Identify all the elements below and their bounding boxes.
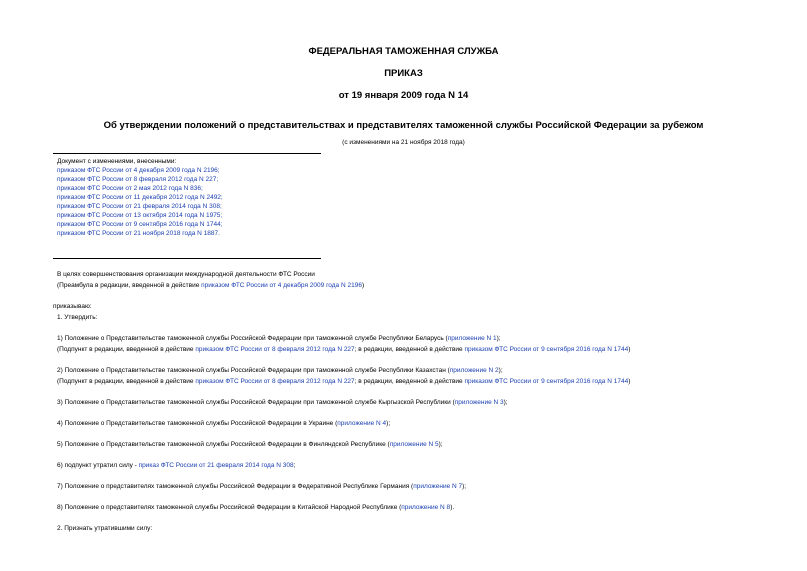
agency-heading: ФЕДЕРАЛЬНАЯ ТАМОЖЕННАЯ СЛУЖБА bbox=[308, 46, 499, 57]
change-link-2[interactable]: приказом ФТС России от 8 февраля 2012 года N 227; bbox=[57, 176, 219, 183]
item-8: 8) Положение о представителях таможенной службы Российской Федерации в Китайской Народной Республике (приложение N 8). bbox=[57, 504, 455, 511]
item-1-note-link-1[interactable]: приказом ФТС России от 8 февраля 2012 года N 227 bbox=[195, 346, 355, 353]
doc-type-heading: ПРИКАЗ bbox=[384, 68, 423, 79]
doc-date-heading: от 19 января 2009 года N 14 bbox=[338, 90, 469, 101]
preamble-note-link[interactable]: приказом ФТС России от 4 декабря 2009 года N 2196 bbox=[201, 282, 362, 289]
paragraph-1: 1. Утвердить: bbox=[57, 314, 98, 321]
item-3: 3) Положение о Представительстве таможенной службы Российской Федерации при таможенной службе Кыргызской Республики (приложение N 3); bbox=[57, 399, 508, 406]
item-2-link[interactable]: приложение N 2 bbox=[449, 367, 499, 374]
preamble-note: (Преамбула в редакции, введенной в действие приказом ФТС России от 4 декабря 2009 года N 2196) bbox=[57, 282, 365, 289]
item-3-link[interactable]: приложение N 3 bbox=[454, 399, 504, 406]
order-word: приказываю: bbox=[53, 303, 92, 310]
change-link-1[interactable]: приказом ФТС России от 4 декабря 2009 года N 2196; bbox=[57, 167, 220, 174]
item-1-note-link-2[interactable]: приказом ФТС России от 9 сентября 2016 года N 1744 bbox=[464, 346, 629, 353]
item-2-note-link-1[interactable]: приказом ФТС России от 8 февраля 2012 года N 227 bbox=[195, 378, 355, 385]
item-5: 5) Положение о Представительстве таможенной службы Российской Федерации в Финляндской Республике (приложение N 5); bbox=[57, 441, 443, 448]
document-title: Об утверждении положений о представительствах и представителях таможенной службы Российской Федерации за рубежом bbox=[103, 120, 704, 131]
change-link-7[interactable]: приказом ФТС России от 9 сентября 2016 года N 1744; bbox=[57, 221, 223, 228]
item-1-link[interactable]: приложение N 1 bbox=[447, 335, 497, 342]
change-link-3[interactable]: приказом ФТС России от 2 мая 2012 года N 836; bbox=[57, 185, 203, 192]
item-4-link[interactable]: приложение N 4 bbox=[337, 420, 387, 427]
item-2-note: (Подпункт в редакции, введенной в действие приказом ФТС России от 8 февраля 2012 года N 227; в редакции, введенной в действие приказом ФТС России от 9 сентября 2016 года N 1744) bbox=[57, 378, 631, 385]
item-2: 2) Положение о Представительстве таможенной службы Российской Федерации при таможенной службе Республики Казахстан (приложение N 2); bbox=[57, 367, 503, 374]
preamble-text: В целях совершенствования организации международной деятельности ФТС России bbox=[57, 271, 315, 278]
item-7: 7) Положение о представителях таможенной службы Российской Федерации в Федеративной Республике Германия (приложение N 7); bbox=[57, 483, 467, 490]
item-1: 1) Положение о Представительстве таможенной службы Российской Федерации при таможенной службе Республики Беларусь (приложение N 1); bbox=[57, 335, 501, 342]
item-5-link[interactable]: приложение N 5 bbox=[389, 441, 439, 448]
item-8-link[interactable]: приложение N 8 bbox=[401, 504, 451, 511]
document-subtitle: (с изменениями на 21 ноября 2018 года) bbox=[342, 139, 465, 146]
change-link-5[interactable]: приказом ФТС России от 21 февраля 2014 года N 308; bbox=[57, 203, 222, 210]
item-7-link[interactable]: приложение N 7 bbox=[413, 483, 463, 490]
changes-top-rule bbox=[53, 153, 321, 154]
item-6-link[interactable]: приказ ФТС России от 21 февраля 2014 года N 308 bbox=[138, 462, 294, 469]
changes-bottom-rule bbox=[53, 258, 321, 259]
change-link-4[interactable]: приказом ФТС России от 11 декабря 2012 года N 2492; bbox=[57, 194, 223, 201]
change-link-8[interactable]: приказом ФТС России от 21 ноября 2018 года N 1887. bbox=[57, 230, 220, 237]
item-4: 4) Положение о Представительстве таможенной службы Российской Федерации в Украине (приложение N 4); bbox=[57, 420, 391, 427]
item-6: 6) подпункт утратил силу - приказ ФТС России от 21 февраля 2014 года N 308; bbox=[57, 462, 296, 469]
changes-block bbox=[57, 157, 223, 238]
paragraph-2: 2. Признать утратившими силу: bbox=[57, 525, 153, 532]
changes-intro: Документ с изменениями, внесенными: bbox=[57, 158, 177, 165]
item-1-note: (Подпункт в редакции, введенной в действие приказом ФТС России от 8 февраля 2012 года N 227; в редакции, введенной в действие приказом ФТС России от 9 сентября 2016 года N 1744) bbox=[57, 346, 631, 353]
item-2-note-link-2[interactable]: приказом ФТС России от 9 сентября 2016 года N 1744 bbox=[464, 378, 629, 385]
change-link-6[interactable]: приказом ФТС России от 13 октября 2014 года N 1975; bbox=[57, 212, 223, 219]
